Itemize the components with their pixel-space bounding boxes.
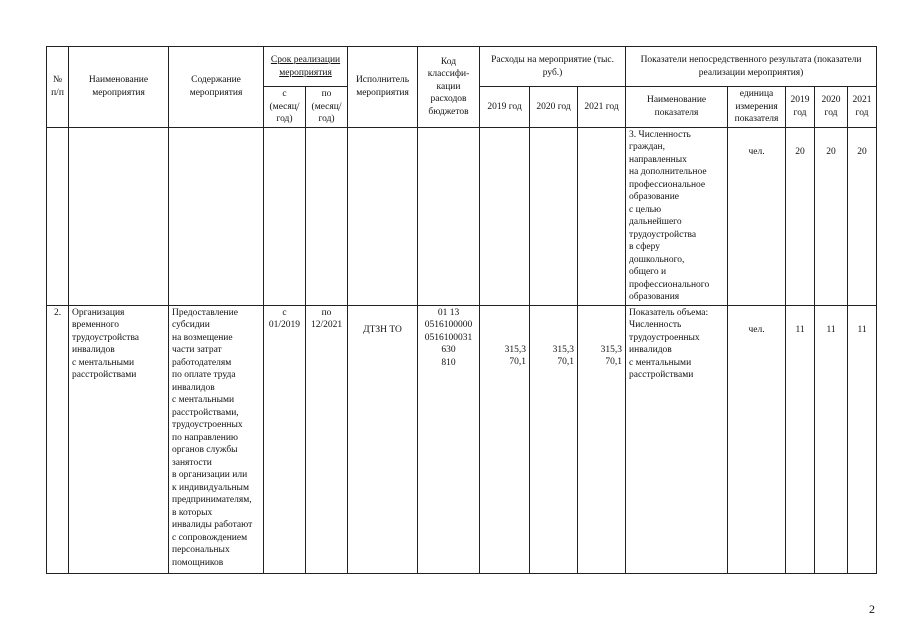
header-exp-2020: 2020 год bbox=[530, 87, 578, 128]
text-line: 315,3 bbox=[600, 344, 623, 355]
header-ind-2019: 2019 год bbox=[786, 87, 815, 128]
indicator-name bbox=[626, 127, 728, 305]
text-line: образования bbox=[629, 292, 680, 302]
expense-2020 bbox=[530, 305, 578, 573]
text-line: инвалидов bbox=[72, 345, 115, 355]
page-number: 2 bbox=[869, 602, 875, 616]
text-line: с ментальными bbox=[172, 395, 235, 405]
header-name: Наименование мероприятия bbox=[69, 47, 169, 128]
header-period-to: по (месяц/ год) bbox=[306, 87, 348, 128]
header-expenses: Расходы на мероприятие (тыс. руб.) bbox=[480, 47, 626, 87]
indicator-2020: 11 bbox=[815, 305, 848, 573]
text-line: трудоустройства bbox=[72, 332, 140, 343]
cell-empty bbox=[306, 127, 348, 305]
text-line: Численность bbox=[629, 320, 682, 330]
text-line: 12/2021 bbox=[310, 320, 343, 330]
text-line: 70,1 bbox=[509, 357, 527, 367]
cell-empty bbox=[348, 127, 418, 305]
indicator-unit: чел. bbox=[728, 305, 786, 573]
text-line: в которых bbox=[172, 507, 213, 518]
header-ind-name: Наименование показателя bbox=[626, 87, 728, 128]
period-to bbox=[306, 305, 348, 573]
text-line: предпринимателям, bbox=[172, 495, 252, 505]
text-line: расстройствами bbox=[72, 370, 137, 380]
header-period-label: Срок реализации мероприятия bbox=[270, 55, 341, 78]
table-row bbox=[47, 305, 877, 573]
text-line: с целью bbox=[629, 204, 662, 215]
indicator-2021: 20 bbox=[848, 127, 877, 305]
text-line: 630 bbox=[441, 345, 456, 355]
header-ind-2021: 2021 год bbox=[848, 87, 877, 128]
text-line: дальнейшего bbox=[629, 217, 682, 227]
period-from bbox=[264, 305, 306, 573]
text-line: трудоустроенных bbox=[629, 332, 700, 343]
text-line: 70,1 bbox=[605, 357, 623, 367]
text-line: по bbox=[321, 307, 332, 318]
header-exp-2019: 2019 год bbox=[480, 87, 530, 128]
text-line: 01 13 bbox=[437, 307, 460, 318]
text-line: 70,1 bbox=[557, 357, 575, 367]
text-line: профессиональное bbox=[629, 179, 706, 190]
header-period bbox=[264, 47, 348, 87]
expense-2019 bbox=[480, 305, 530, 573]
cell-empty bbox=[69, 127, 169, 305]
text-line: персональных bbox=[172, 545, 230, 555]
cell-empty bbox=[169, 127, 264, 305]
text-line: расстройствами, bbox=[172, 407, 239, 418]
measures-table bbox=[46, 46, 877, 574]
header-ind-2020: 2020 год bbox=[815, 87, 848, 128]
text-line: общего и bbox=[629, 267, 667, 277]
text-line: с ментальными bbox=[72, 357, 135, 368]
indicator-2020: 20 bbox=[815, 127, 848, 305]
indicator-unit: чел. bbox=[728, 127, 786, 305]
text-line: инвалиды работают bbox=[172, 520, 253, 530]
text-line: расстройствами bbox=[629, 370, 694, 380]
header-period-from: с (месяц/ год) bbox=[264, 87, 306, 128]
cell-empty bbox=[578, 127, 626, 305]
text-line: трудоустроенных bbox=[172, 420, 243, 430]
table-row bbox=[47, 127, 877, 305]
row-number: 2. bbox=[47, 305, 69, 573]
text-line: 315,3 bbox=[504, 344, 527, 355]
text-line: субсидии bbox=[172, 320, 210, 330]
text-line: по оплате труда bbox=[172, 370, 236, 380]
header-exp-2021: 2021 год bbox=[578, 87, 626, 128]
text-line: занятости bbox=[172, 457, 212, 468]
text-line: на дополнительное bbox=[629, 167, 707, 177]
text-line: дошкольного, bbox=[629, 254, 685, 265]
measure-content bbox=[169, 305, 264, 573]
text-line: на возмещение bbox=[172, 332, 233, 343]
expense-2021 bbox=[578, 305, 626, 573]
header-content: Содержание мероприятия bbox=[169, 47, 264, 128]
indicator-name bbox=[626, 305, 728, 573]
text-line: органов службы bbox=[172, 445, 238, 455]
text-line: инвалидов bbox=[172, 382, 215, 393]
text-line: в сферу bbox=[629, 242, 660, 252]
text-line: работодателям bbox=[172, 357, 232, 368]
text-line: с ментальными bbox=[629, 357, 692, 368]
header-indicators: Показатели непосредственного результата (показатели реализации мероприятия) bbox=[626, 47, 877, 87]
header-code: Код классифи- кации расходов бюджетов bbox=[418, 47, 480, 128]
text-line: 810 bbox=[441, 357, 456, 368]
text-line: с bbox=[282, 307, 287, 318]
text-line: трудоустройства bbox=[629, 229, 697, 240]
cell-empty bbox=[418, 127, 480, 305]
measure-name bbox=[69, 305, 169, 573]
text-line: в организации или bbox=[172, 470, 248, 480]
header-executor: Исполнитель мероприятия bbox=[348, 47, 418, 128]
text-line: инвалидов bbox=[629, 345, 672, 355]
header-ind-unit: единица измерения показателя bbox=[728, 87, 786, 128]
text-line: профессионального bbox=[629, 279, 710, 290]
text-line: 01/2019 bbox=[268, 320, 301, 330]
indicator-2021: 11 bbox=[848, 305, 877, 573]
indicator-2019: 20 bbox=[786, 127, 815, 305]
cell-empty bbox=[47, 127, 69, 305]
text-line: 0516100031 bbox=[424, 332, 473, 343]
text-line: направленных bbox=[629, 154, 687, 165]
executor: ДТЗН ТО bbox=[348, 305, 418, 573]
text-line: помощников bbox=[172, 557, 224, 568]
indicator-2019: 11 bbox=[786, 305, 815, 573]
text-line: Показатель объема: bbox=[629, 307, 709, 318]
text-line: 3. Численность bbox=[629, 129, 691, 140]
text-line: части затрат bbox=[172, 345, 222, 355]
text-line: 315,3 bbox=[552, 344, 575, 355]
cell-empty bbox=[530, 127, 578, 305]
cell-empty bbox=[264, 127, 306, 305]
text-line: образование bbox=[629, 192, 680, 202]
text-line: Предоставление bbox=[172, 307, 238, 318]
text-line: Организация bbox=[72, 307, 125, 318]
cell-empty bbox=[480, 127, 530, 305]
text-line: по направлению bbox=[172, 432, 239, 443]
text-line: с сопровождением bbox=[172, 532, 248, 543]
text-line: временного bbox=[72, 320, 120, 330]
text-line: к индивидуальным bbox=[172, 482, 249, 493]
text-line: граждан, bbox=[629, 142, 665, 152]
header-num: № п/п bbox=[47, 47, 69, 128]
text-line: 0516100000 bbox=[424, 320, 473, 330]
budget-code bbox=[418, 305, 480, 573]
